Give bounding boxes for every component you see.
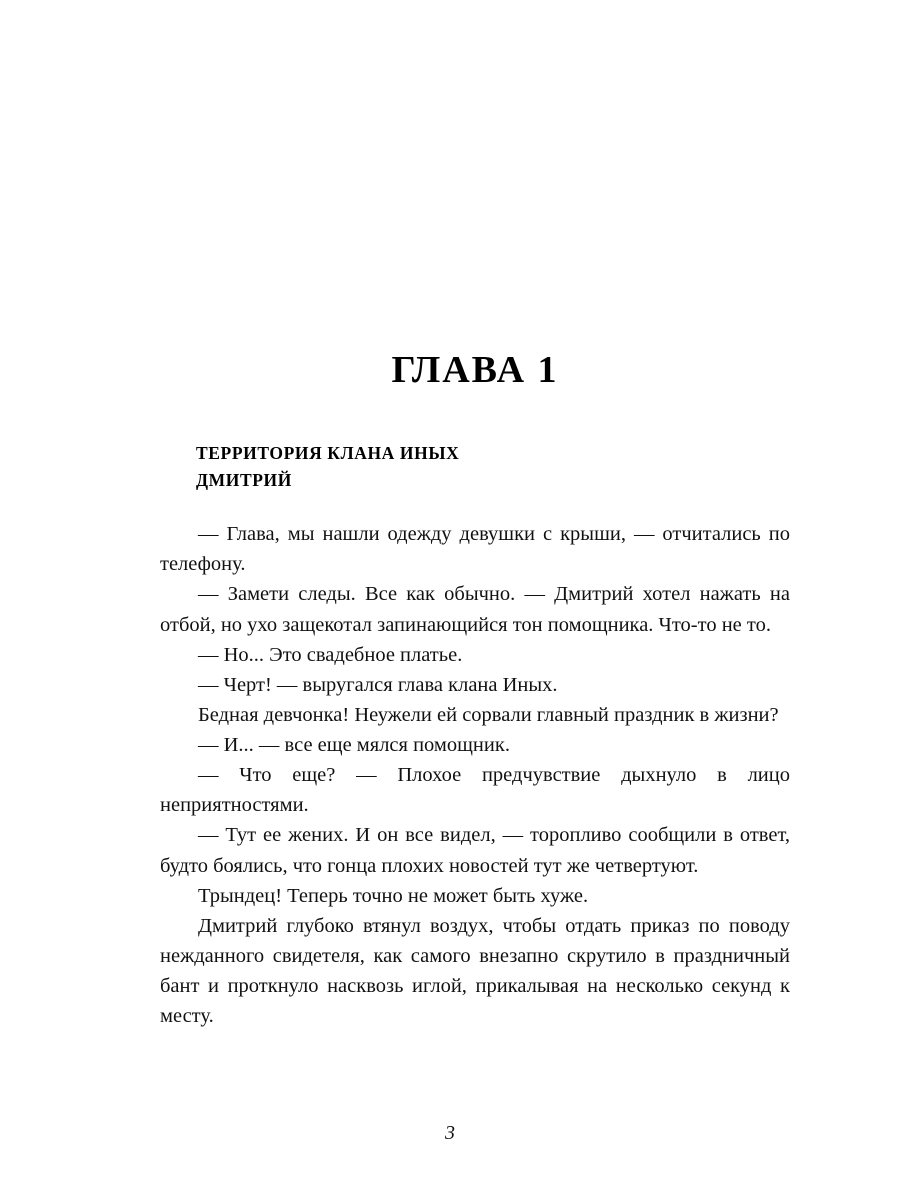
scene-heading-line-1: ТЕРРИТОРИЯ КЛАНА ИНЫХ bbox=[196, 443, 460, 463]
scene-heading-line-2: ДМИТРИЙ bbox=[196, 469, 292, 490]
paragraph: — Но... Это свадебное платье. bbox=[198, 643, 463, 666]
paragraph: — Что еще? — Плохое предчувствие дыхнуло в лицо неприятностями. bbox=[160, 764, 790, 817]
paragraph: Бедная девчонка! Неужели ей сорвали главный праздник в жизни? bbox=[198, 703, 779, 726]
page-number: 3 bbox=[445, 1122, 455, 1144]
paragraph: — Тут ее жених. И он все видел, — торопливо сообщили в ответ, будто боялись, что гонца плохих новостей тут же четвертуют. bbox=[160, 824, 790, 877]
paragraph: — И... — все еще мялся помощник. bbox=[198, 734, 510, 757]
scene-heading bbox=[196, 440, 790, 493]
paragraph: Трындец! Теперь точно не может быть хуже. bbox=[198, 884, 589, 907]
paragraph: Дмитрий глубоко втянул воздух, чтобы отдать приказ по поводу нежданного свидетеля, как самого внезапно скрутило в праздничный бант и проткнуло насквозь иглой, прикалывая на несколько секунд к месту. bbox=[160, 914, 790, 1028]
paragraph: — Замети следы. Все как обычно. — Дмитрий хотел нажать на отбой, но ухо защекотал запинающийся тон помощника. Что-то не то. bbox=[160, 583, 790, 636]
paragraph: — Глава, мы нашли одежду девушки с крыши, — отчитались по телефону. bbox=[160, 523, 790, 576]
body-text bbox=[160, 519, 790, 1031]
chapter-title: ГЛАВА 1 bbox=[391, 349, 559, 391]
paragraph: — Черт! — выругался глава клана Иных. bbox=[198, 673, 558, 696]
page-content bbox=[160, 348, 790, 1031]
